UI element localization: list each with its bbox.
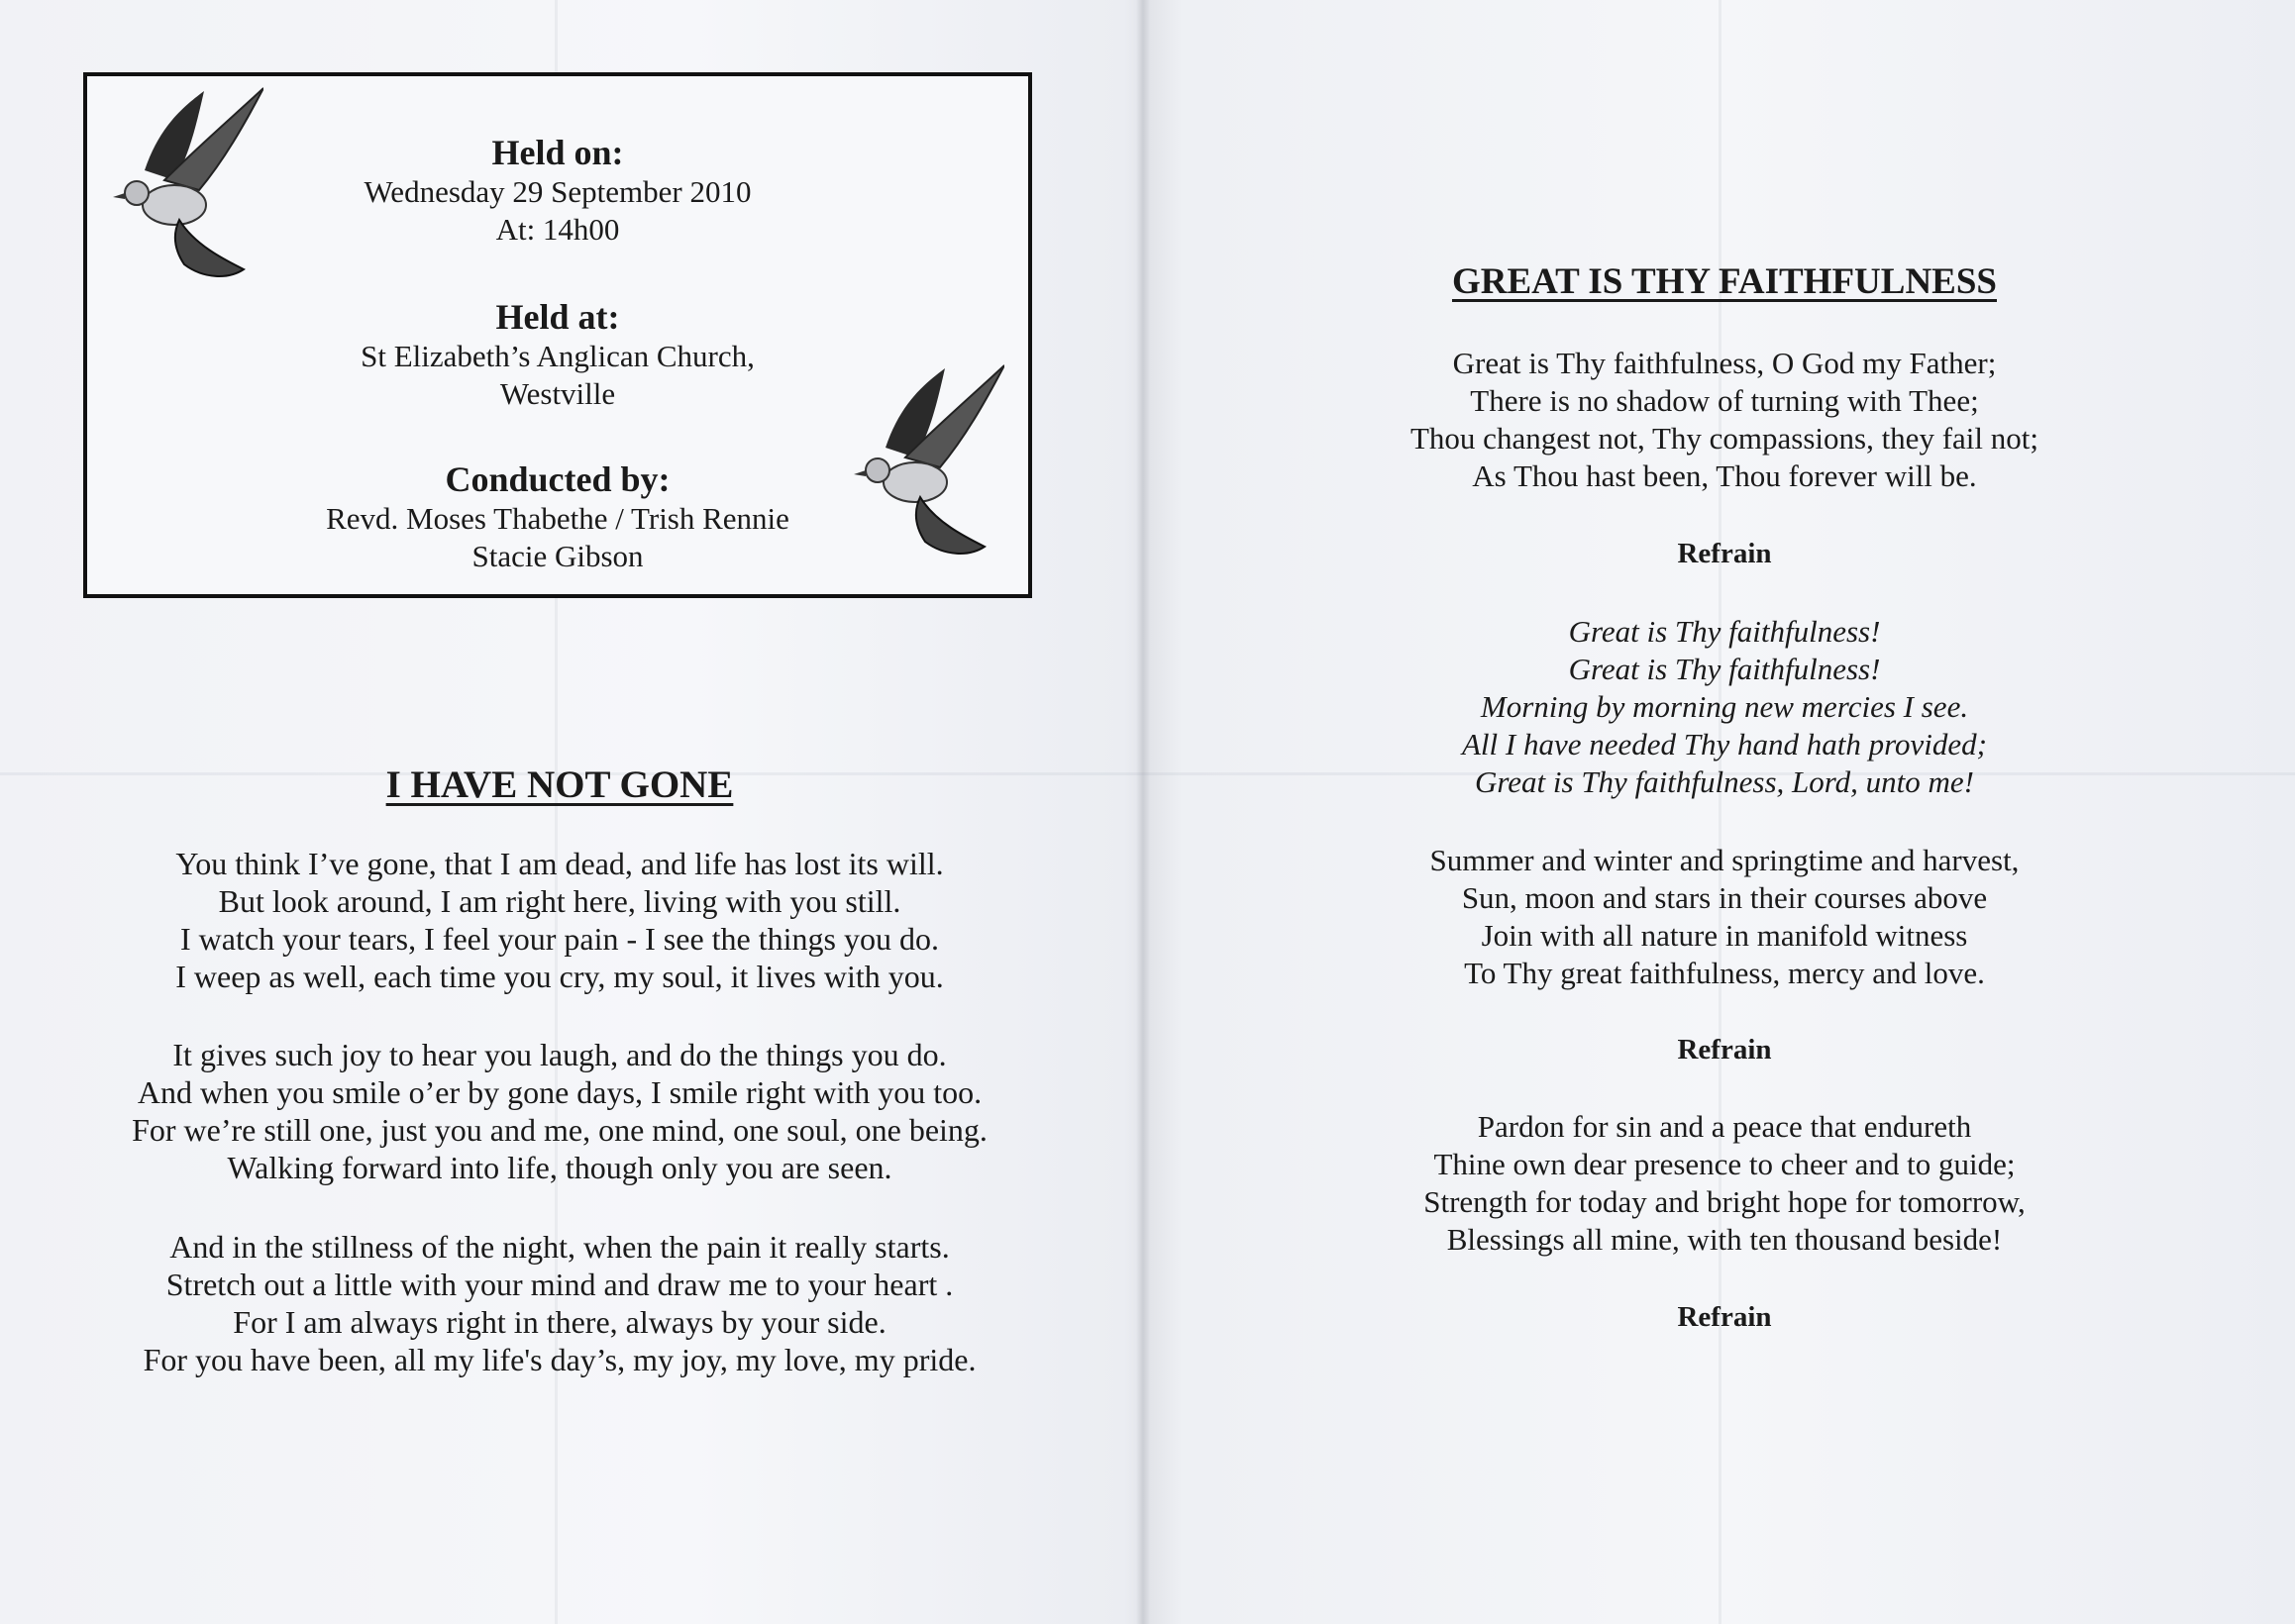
refrain-line: Great is Thy faithfulness, Lord, unto me! [1474,764,1975,799]
poem-title: I HAVE NOT GONE [385,763,734,806]
hymn-line: As Thou hast been, Thou forever will be. [1472,458,1977,493]
poem-line: But look around, I am right here, living with you still. [218,883,901,919]
hymn-line: Pardon for sin and a peace that endureth [1477,1109,1972,1144]
poem-line: For you have been, all my life's day’s, my joy, my love, my pride. [143,1342,977,1377]
hymn-verse [1154,842,2295,992]
poem-line: Walking forward into life, though only you are seen. [227,1150,892,1185]
refrain-line: All I have needed Thy hand hath provided; [1461,727,1987,761]
held-on-section [87,132,1028,249]
refrain-label: Refrain [1677,1034,1772,1066]
hymn-line: Thou changest not, Thy compassions, they fail not; [1410,421,2038,456]
held-at-section [87,296,1028,413]
hymn-line: There is no shadow of turning with Thee; [1470,383,1979,418]
hymn-line: Join with all nature in manifold witness [1481,918,1968,953]
poem-line: You think I’ve gone, that I am dead, and life has lost its will. [175,846,944,881]
right-page [1154,0,2295,1624]
refrain-line: Great is Thy faithfulness! [1568,614,1881,649]
conducted-by-label: Conducted by: [445,459,671,499]
left-page [0,0,1129,1624]
venue-line: St Elizabeth’s Anglican Church, [361,339,755,373]
refrain-label: Refrain [1677,538,1772,569]
hymn-line: Great is Thy faithfulness, O God my Father; [1452,346,1997,380]
refrain-line: Great is Thy faithfulness! [1568,652,1881,686]
hymn-verse [1154,345,2295,495]
hymn-line: Strength for today and bright hope for tomorrow, [1423,1184,2026,1219]
service-info-box [83,72,1032,598]
held-on-label: Held on: [491,133,624,172]
held-at-label: Held at: [495,297,620,337]
poem-line: And when you smile o’er by gone days, I smile right with you too. [137,1074,983,1110]
refrain-label: Refrain [1677,1301,1772,1333]
poem-line: And in the stillness of the night, when the pain it really starts. [169,1229,950,1265]
officiants-line: Stacie Gibson [471,539,644,573]
venue-line: Westville [499,376,616,411]
service-time: At: 14h00 [495,212,620,247]
conducted-by-section [87,458,1028,575]
poem-line: Stretch out a little with your mind and draw me to your heart . [165,1267,954,1302]
page-fold [1136,0,1150,1624]
hymn-line: To Thy great faithfulness, mercy and love. [1464,956,1985,990]
hymn-line: Thine own dear presence to cheer and to guide; [1433,1147,2016,1181]
poem-stanza [59,845,1060,995]
hymn-line: Sun, moon and stars in their courses above [1461,880,1988,915]
officiants-line: Revd. Moses Thabethe / Trish Rennie [326,501,789,536]
hymn-title: GREAT IS THY FAITHFULNESS [1451,261,1997,302]
hymn-line: Summer and winter and springtime and harvest, [1429,843,2020,877]
poem-stanza [59,1036,1060,1186]
poem-line: For I am always right in there, always by your side. [233,1304,887,1340]
poem-line: I watch your tears, I feel your pain - I see the things you do. [180,921,939,957]
poem-line: I weep as well, each time you cry, my soul, it lives with you. [175,959,944,994]
poem-line: For we’re still one, just you and me, one mind, one soul, one being. [132,1112,988,1148]
hymn-refrain [1154,613,2295,801]
poem-stanza [59,1228,1060,1378]
refrain-line: Morning by morning new mercies I see. [1480,689,1969,724]
service-date: Wednesday 29 September 2010 [364,174,752,209]
hymn-line: Blessings all mine, with ten thousand beside! [1446,1222,2003,1257]
hymn-verse [1154,1108,2295,1259]
poem-line: It gives such joy to hear you laugh, and do the things you do. [172,1037,947,1072]
